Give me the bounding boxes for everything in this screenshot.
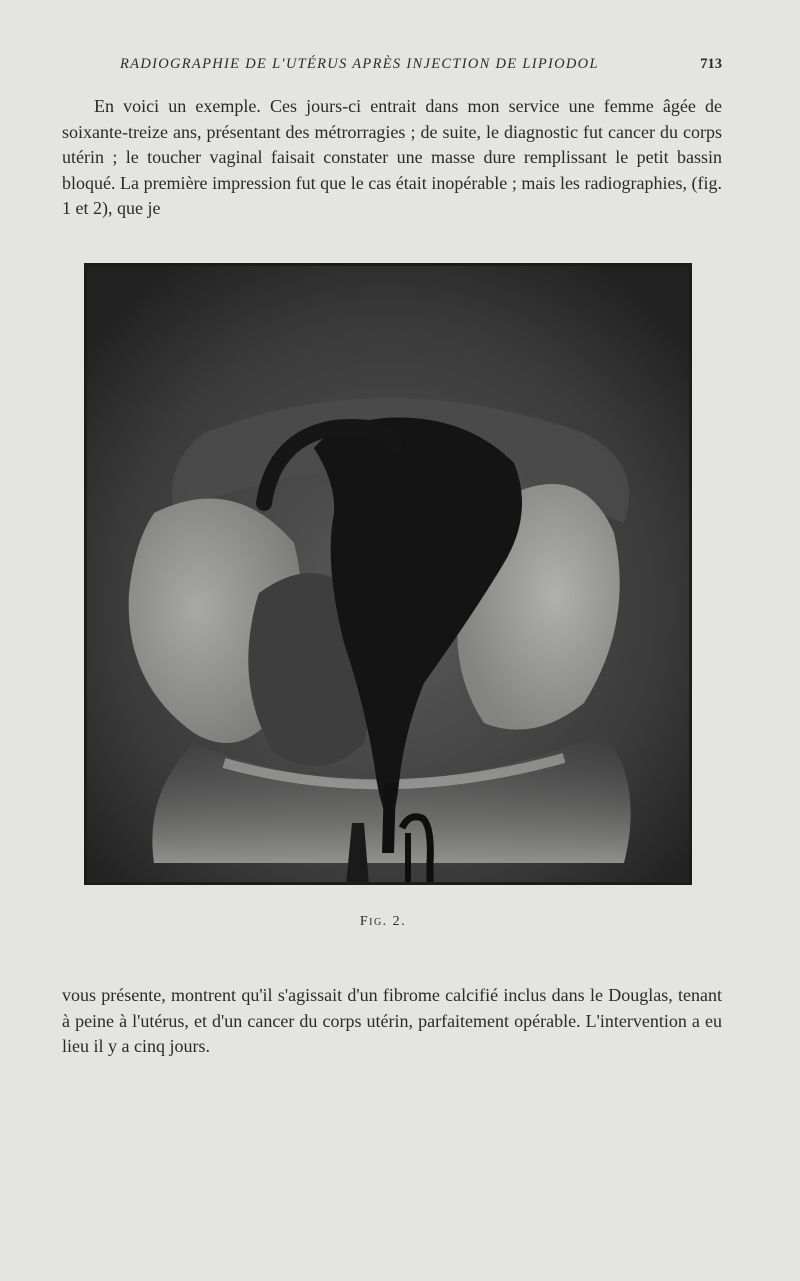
running-head-title: RADIOGRAPHIE DE L'UTÉRUS APRÈS INJECTION DE LIPIODOL [120,56,599,72]
page-number: 713 [700,56,722,72]
paragraph-conclusion: vous présente, montrent qu'il s'agissait d'un fibrome calcifié inclus dans le Douglas, tenant à peine à l'utérus, et d'un cancer du corps utérin, parfaitement opérable. L'intervention a eu lieu il y a cinq jours. [62,985,722,1056]
running-head [64,56,722,78]
radiograph-image [84,263,692,885]
paragraph-intro: En voici un exemple. Ces jours-ci entrait dans mon service une femme âgée de soixante-treize ans, présentant des métrorragies ; de suite, le diagnostic fut cancer du corps utérin ; le toucher vaginal faisait constater une masse dure remplissant le petit bassin bloqué. La première impression fut que le cas était inopérable ; mais les radiographies, (fig. 1 et 2), que je [62,96,722,218]
radiograph-figure [84,263,692,885]
figure-caption: Fig. 2. [359,914,407,929]
